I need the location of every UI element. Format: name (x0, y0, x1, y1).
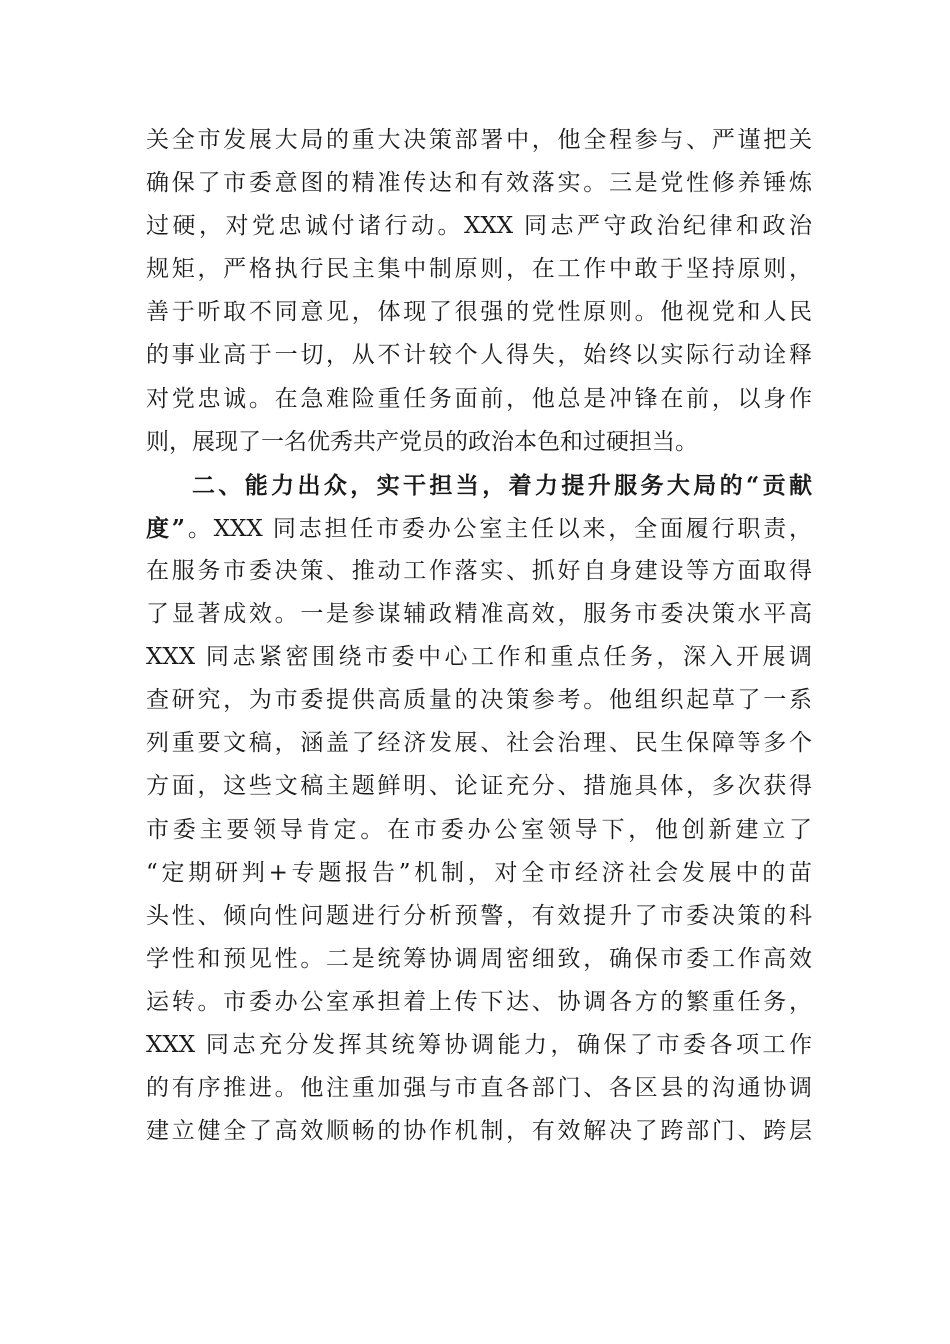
paragraph-line: XXX 同志紧密围绕市委中心工作和重点任务，深入开展调 (146, 644, 812, 671)
section-heading-continued (146, 507, 812, 550)
paragraph-line: 查研究，为市委提供高质量的决策参考。他组织起草了一系 (146, 687, 812, 714)
paragraph-line: 头性、倾向性问题进行分析预警，有效提升了市委决策的科 (146, 902, 812, 929)
paragraph-line: 对党忠诚。在急难险重任务面前，他总是冲锋在前，以身作 (146, 385, 812, 412)
paragraph-line: 则，展现了一名优秀共产党员的政治本色和过硬担当。 (146, 428, 698, 455)
paragraph-line: 善于听取不同意见，体现了很强的党性原则。他视党和人民 (146, 299, 812, 326)
section-heading-end: 度” (146, 514, 186, 542)
paragraph-line: 列重要文稿，涵盖了经济发展、社会治理、民生保障等多个 (146, 730, 812, 757)
document-body (146, 119, 812, 1153)
paragraph-line: 过硬，对党忠诚付诸行动。XXX 同志严守政治纪律和政治 (146, 213, 812, 240)
paragraph-text: 。XXX 同志担任市委办公室主任以来，全面履行职责， (185, 515, 812, 542)
paragraph-line: 运转。市委办公室承担着上传下达、协调各方的繁重任务， (146, 988, 812, 1015)
paragraph-line: 建立健全了高效顺畅的协作机制，有效解决了跨部门、跨层 (146, 1118, 812, 1145)
paragraph-line: 在服务市委决策、推动工作落实、抓好自身建设等方面取得 (146, 557, 812, 584)
paragraph-line: 规矩，严格执行民主集中制原则，在工作中敢于坚持原则， (146, 256, 812, 283)
paragraph-line: 市委主要领导肯定。在市委办公室领导下，他创新建立了 (146, 816, 812, 843)
section-heading: 二、能力出众，实干担当，着力提升服务大局的“贡献 (192, 471, 812, 499)
paragraph-line: 的有序推进。他注重加强与市直各部门、各区县的沟通协调 (146, 1075, 812, 1102)
paragraph-line: 了显著成效。一是参谋辅政精准高效，服务市委决策水平高 (146, 601, 812, 628)
paragraph-line: 确保了市委意图的精准传达和有效落实。三是党性修养锤炼 (146, 170, 812, 197)
paragraph-line: 的事业高于一切，从不计较个人得失，始终以实际行动诠释 (146, 342, 812, 369)
paragraph-line: XXX 同志充分发挥其统筹协调能力，确保了市委各项工作 (146, 1031, 812, 1058)
paragraph-line: “定期研判+专题报告”机制，对全市经济社会发展中的苗 (146, 859, 812, 886)
paragraph-line: 方面，这些文稿主题鲜明、论证充分、措施具体，多次获得 (146, 773, 812, 800)
paragraph-line: 关全市发展大局的重大决策部署中，他全程参与、严谨把关 (146, 127, 812, 153)
paragraph-line: 学性和预见性。二是统筹协调周密细致，确保市委工作高效 (146, 945, 812, 972)
